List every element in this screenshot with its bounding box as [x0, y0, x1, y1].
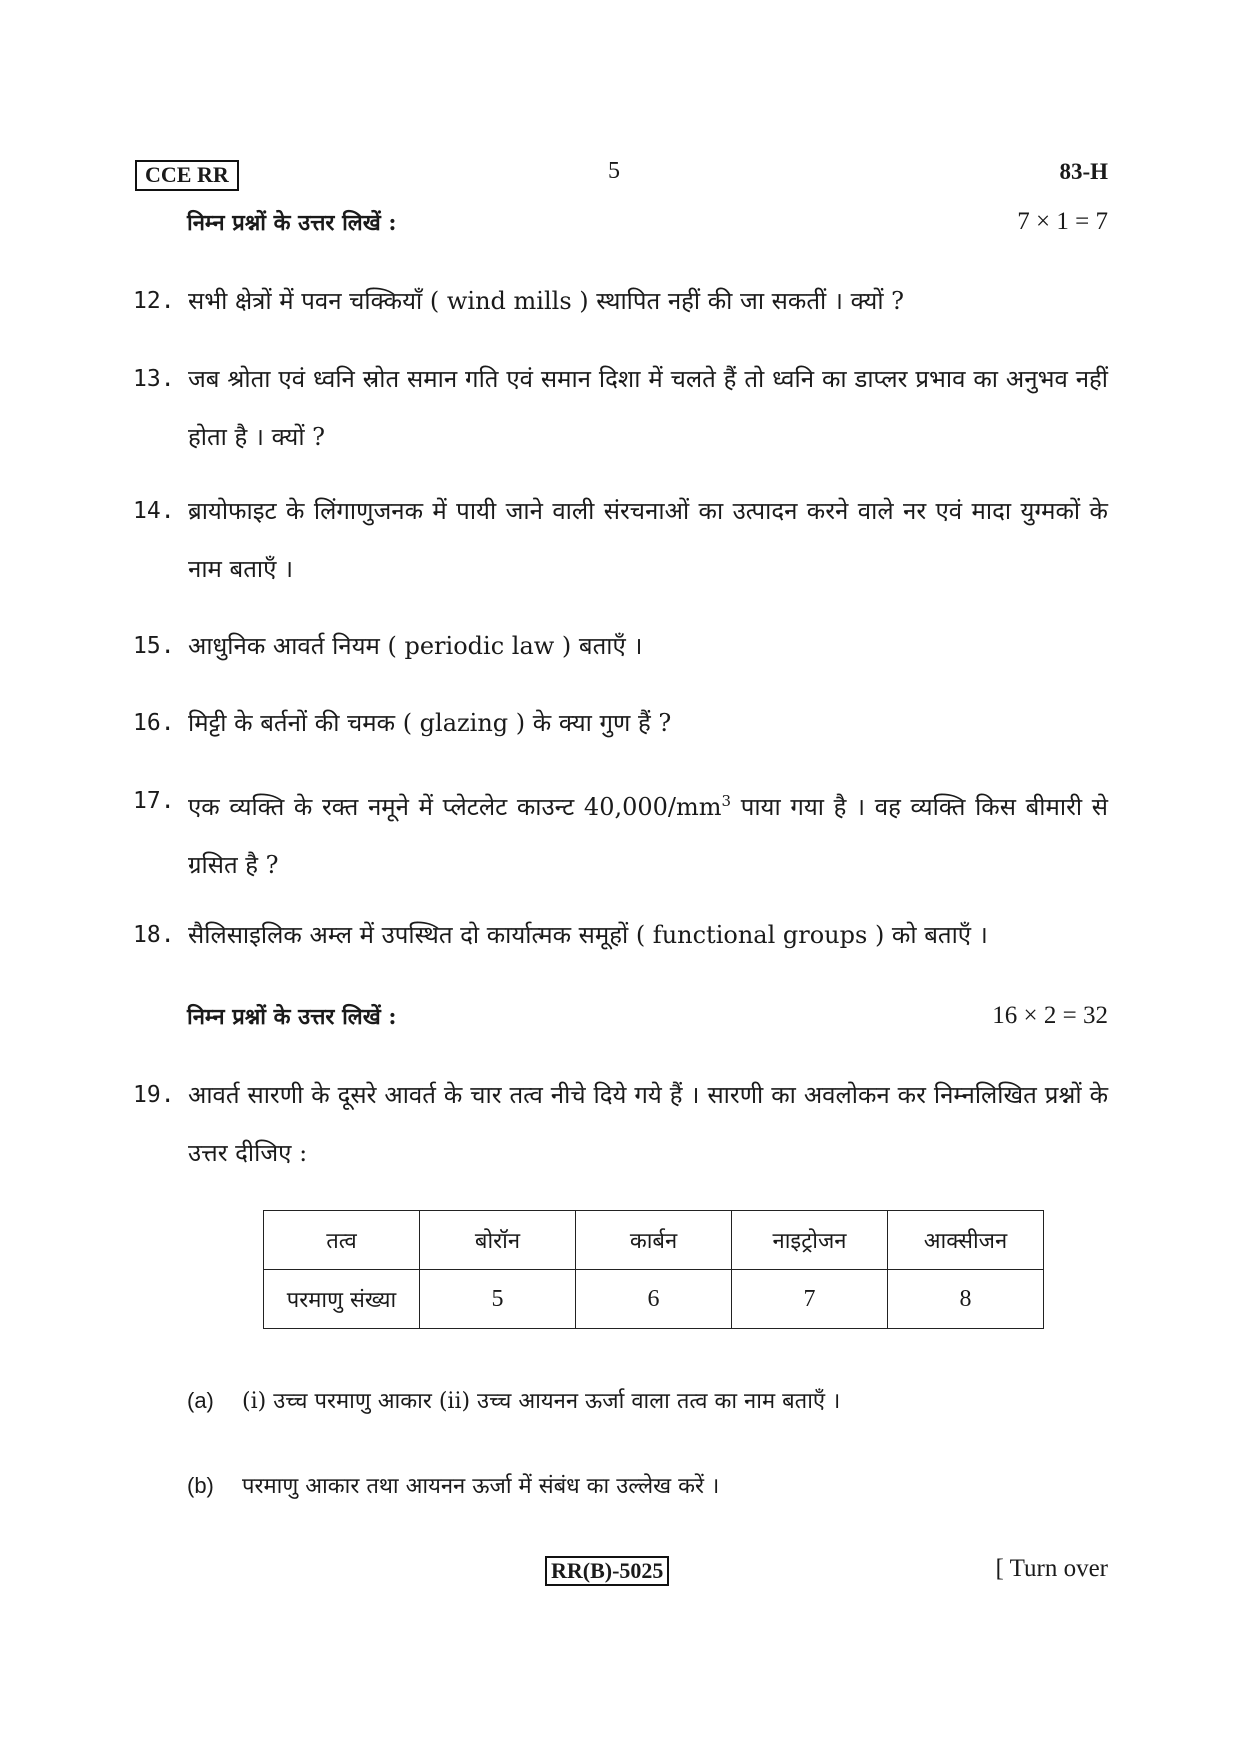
question-18	[133, 906, 1108, 964]
question-number: 17.	[133, 788, 175, 814]
turn-over-note: [ Turn over	[995, 1555, 1108, 1582]
table-cell: 5	[420, 1270, 576, 1329]
table-cell: तत्व	[264, 1211, 420, 1270]
section-marks: 16 × 2 = 32	[992, 1002, 1108, 1029]
question-16	[133, 694, 1108, 752]
question-number: 16.	[133, 710, 175, 736]
question-number: 14.	[133, 498, 175, 524]
question-number: 12.	[133, 288, 175, 314]
question-19	[133, 1066, 1108, 1182]
question-number: 13.	[133, 366, 175, 392]
section-marks: 7 × 1 = 7	[1017, 208, 1108, 235]
sub-question-b	[187, 1470, 719, 1500]
question-text: सैलिसाइलिक अम्ल में उपस्थित दो कार्यात्मक समूहों ( functional groups ) को बताएँ ।	[188, 921, 988, 949]
sub-question-a	[187, 1385, 840, 1415]
question-number: 19.	[133, 1082, 175, 1108]
section-heading: निम्न प्रश्नों के उत्तर लिखें :	[187, 1004, 397, 1030]
table-cell: 7	[732, 1270, 888, 1329]
question-text: जब श्रोता एवं ध्वनि स्रोत समान गति एवं समान दिशा में चलते हैं तो ध्वनि का डाप्लर प्रभाव का अनुभव नहीं होता है । क्यों ?	[188, 365, 1108, 451]
question-text-part: एक व्यक्ति के रक्त नमूने में प्लेटलेट काउन्ट 40,000/mm	[188, 793, 722, 821]
sub-question-label: (b)	[187, 1473, 214, 1498]
question-text	[188, 772, 1108, 894]
superscript: 3	[721, 792, 732, 810]
table-cell: कार्बन	[576, 1211, 732, 1270]
sub-question-text: परमाणु आकार तथा आयनन ऊर्जा में संबंध का उल्लेख करें ।	[242, 1474, 720, 1499]
table-cell: बोरॉन	[420, 1211, 576, 1270]
question-text: मिट्टी के बर्तनों की चमक ( glazing ) के क्या गुण हैं ?	[188, 709, 672, 737]
question-text: आवर्त सारणी के दूसरे आवर्त के चार तत्व नीचे दिये गये हैं । सारणी का अवलोकन कर निम्नलिखित प्रश्नों के उत्तर दीजिए :	[188, 1081, 1108, 1167]
footer-paper-code: RR(B)-5025	[545, 1556, 669, 1586]
question-text-part: पाया गया है । वह व्यक्ति किस बीमारी से ग्रसित है ?	[188, 793, 1108, 879]
question-number: 18.	[133, 922, 175, 948]
element-table	[263, 1210, 1044, 1329]
question-15	[133, 617, 1108, 675]
sub-question-label: (a)	[187, 1388, 214, 1413]
table-cell: आक्सीजन	[888, 1211, 1044, 1270]
subject-code-box: CCE RR	[135, 160, 239, 191]
question-text: ब्रायोफाइट के लिंगाणुजनक में पायी जाने वाली संरचनाओं का उत्पादन करने वाले नर एवं मादा युग्मकों के नाम बताएँ ।	[188, 497, 1108, 583]
sub-question-text: (i) उच्च परमाणु आकार (ii) उच्च आयनन ऊर्जा वाला तत्व का नाम बताएँ ।	[242, 1389, 841, 1414]
question-13	[133, 350, 1108, 466]
question-text: सभी क्षेत्रों में पवन चक्कियाँ ( wind mills ) स्थापित नहीं की जा सकतीं । क्यों ?	[188, 287, 905, 315]
section-heading: निम्न प्रश्नों के उत्तर लिखें :	[187, 210, 397, 236]
question-number: 15.	[133, 633, 175, 659]
table-cell: नाइट्रोजन	[732, 1211, 888, 1270]
table-header-row	[264, 1211, 1044, 1270]
question-12	[133, 272, 1108, 330]
table-cell: 8	[888, 1270, 1044, 1329]
question-14	[133, 482, 1108, 598]
paper-code: 83-H	[1059, 159, 1108, 184]
page-number: 5	[608, 158, 620, 184]
question-17	[133, 772, 1108, 894]
table-cell: 6	[576, 1270, 732, 1329]
question-text: आधुनिक आवर्त नियम ( periodic law ) बताएँ ।	[188, 632, 643, 660]
table-row-label: परमाणु संख्या	[264, 1270, 420, 1329]
table-row	[264, 1270, 1044, 1329]
